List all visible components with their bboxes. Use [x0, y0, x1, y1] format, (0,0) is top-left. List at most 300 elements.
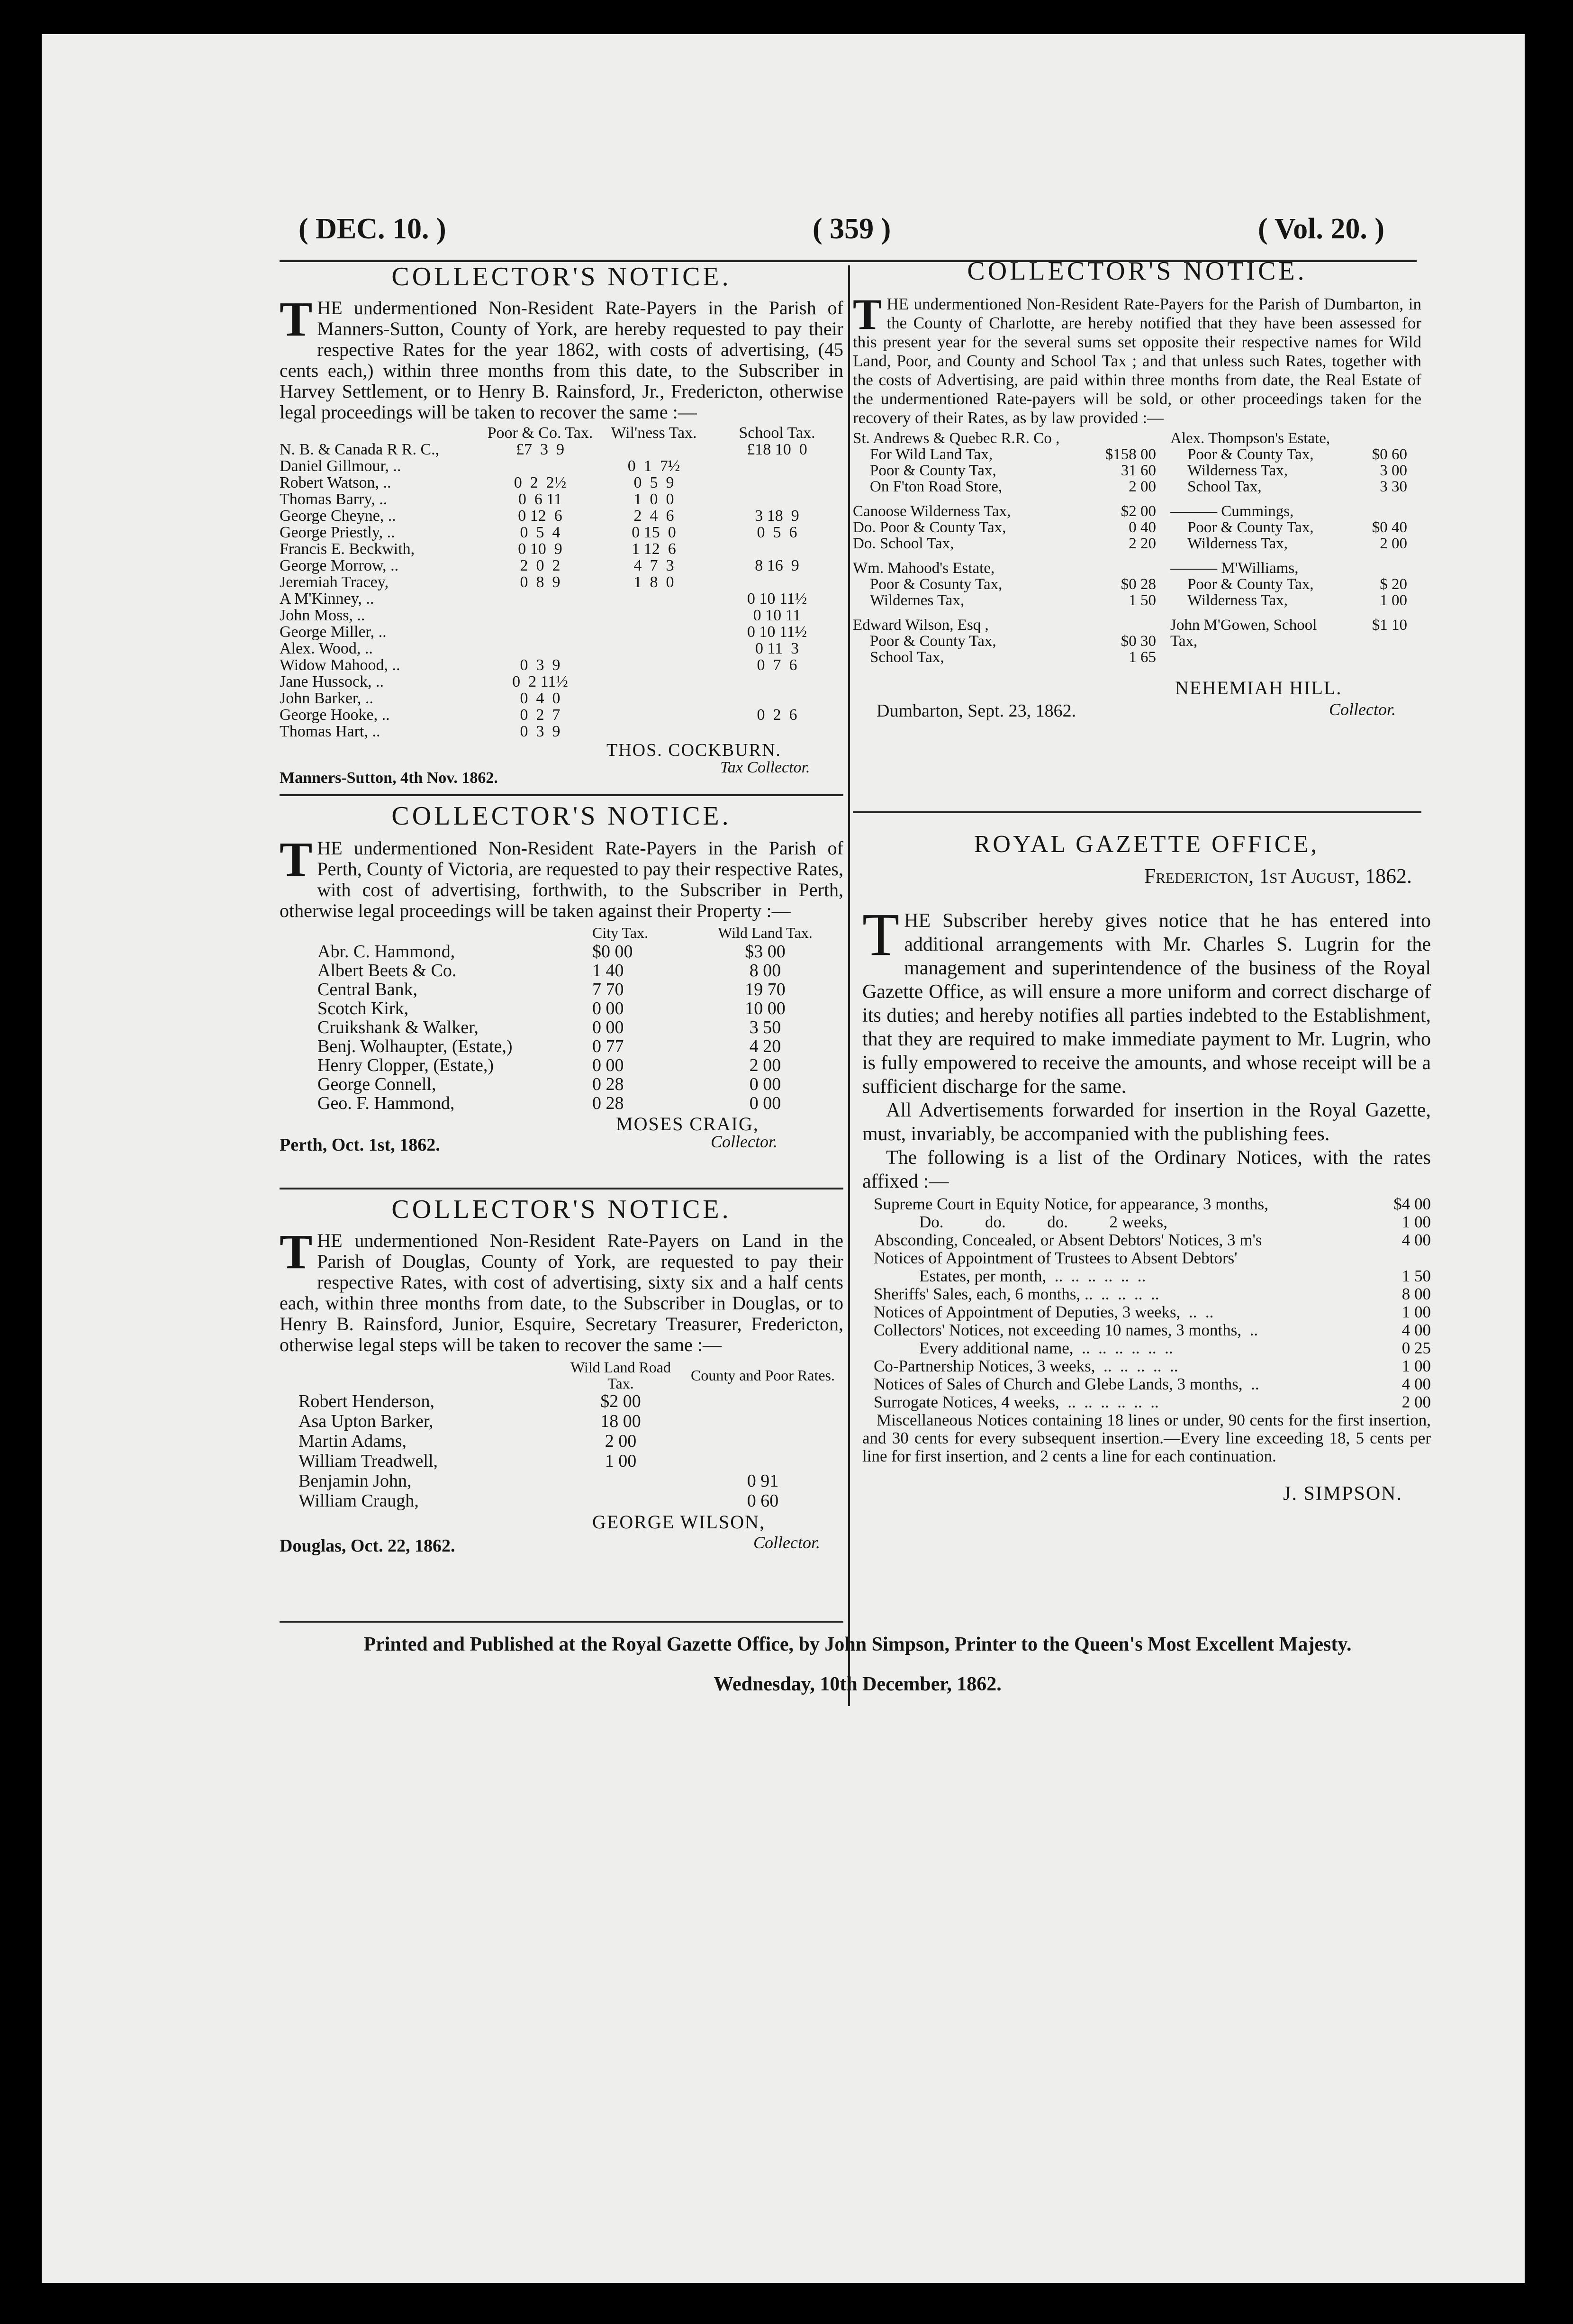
- signer-role: Collector.: [1329, 700, 1396, 719]
- table-row: [280, 707, 843, 723]
- fee-row: [862, 1303, 1431, 1321]
- payer-name: Robert Watson, ..: [280, 474, 391, 491]
- payer-name: George Morrow, ..: [280, 557, 399, 574]
- payer-name: Henry Clopper, (Estate,): [317, 1055, 494, 1075]
- table-row: [280, 723, 843, 740]
- assessment-label: On F'ton Road Store,: [870, 478, 1003, 495]
- fee-description: Notices of Appointment of Deputies, 3 weeks, .. ..: [874, 1303, 1214, 1321]
- rate-value: [682, 1411, 843, 1431]
- signer: THOS. COCKBURN.: [606, 740, 781, 760]
- notice-douglas: [280, 1194, 843, 1563]
- notice-body: [280, 832, 843, 921]
- assessment-list-right: [1170, 430, 1421, 674]
- rate-value: £7 3 9: [516, 441, 564, 458]
- table-row: [280, 1075, 843, 1094]
- col-header: Wil'ness Tax.: [611, 424, 697, 442]
- place-date: Manners-Sutton, 4th Nov. 1862.: [280, 769, 498, 787]
- rate-value: [483, 624, 597, 640]
- table-row: [280, 441, 843, 458]
- rate-value: [597, 624, 711, 640]
- fee-table: [862, 1195, 1431, 1411]
- rate-value: 2 0 2: [520, 557, 560, 574]
- rate-value: [682, 1451, 843, 1471]
- rate-value: [597, 707, 711, 723]
- payer-name: N. B. & Canada R R. C.,: [280, 441, 440, 458]
- assessment-label: Wildernes Tax,: [870, 592, 965, 609]
- fee-description: Collectors' Notices, not exceeding 10 names, 3 months, ..: [874, 1321, 1258, 1339]
- assessment-row: [853, 649, 1170, 665]
- table-row: [280, 1018, 843, 1037]
- payer-name: Benj. Wolhaupter, (Estate,): [317, 1036, 513, 1056]
- column-divider: [848, 265, 850, 1706]
- rate-value: 0 00: [592, 999, 624, 1018]
- rate-value: 0 10 9: [518, 540, 562, 558]
- assessment-amount: 31 60: [1121, 462, 1156, 479]
- assessment-amount: 2 20: [1129, 535, 1156, 552]
- assessment-label: Wilderness Tax,: [1187, 462, 1288, 479]
- assessment-amount: $158 00: [1105, 446, 1156, 463]
- rate-value: 2 00: [749, 1055, 781, 1075]
- rate-value: 0 00: [592, 1017, 624, 1037]
- rate-value: [682, 1391, 843, 1411]
- assessment-group: [1170, 503, 1421, 552]
- notice-body: [280, 1225, 843, 1355]
- assessment-payer: Alex. Thompson's Estate,: [1170, 430, 1330, 447]
- rate-value: 2 00: [605, 1431, 637, 1451]
- page-number: ( 359 ): [813, 213, 891, 245]
- rate-value: 4 20: [749, 1036, 781, 1056]
- payer-name: Geo. F. Hammond,: [317, 1093, 455, 1113]
- notice-title: COLLECTOR'S NOTICE.: [391, 262, 732, 291]
- payer-name: Jeremiah Tracey,: [280, 573, 389, 591]
- notice-text: HE undermentioned Non-Resident Rate-Payers in the Parish of Manners-Sutton, County of York, are hereby requested to pay their respective Rates for the year 1862, with costs of advertising, (45 cents each,) within three months from this date, to the Subscriber in Harvey Settlement, or to Henry B. Rainsford, Jr., Fredericton, otherwise legal proceedings will be taken to recover the same :—: [280, 297, 843, 423]
- rates-table: [280, 1359, 843, 1511]
- rate-value: 18 00: [600, 1411, 641, 1431]
- place-date: Perth, Oct. 1st, 1862.: [280, 1135, 440, 1155]
- fee-amount: 4 00: [1401, 1321, 1431, 1339]
- fee-row: [862, 1375, 1431, 1393]
- drop-cap: T: [280, 292, 313, 346]
- rate-value: [597, 441, 711, 458]
- fee-amount: 4 00: [1401, 1231, 1431, 1249]
- col-header: City Tax.: [592, 924, 649, 941]
- printer-imprint: Printed and Published at the Royal Gazette Office, by John Simpson, Printer to the Queen's Most Excellent Majesty.: [363, 1634, 1352, 1655]
- notice-footer: [853, 674, 1421, 726]
- fee-row: [862, 1357, 1431, 1375]
- table-row: [280, 557, 843, 574]
- notice-text: HE undermentioned Non-Resident Rate-Payers for the Parish of Dumbarton, in the County of Charlotte, are hereby notified that they have been assessed for this present year for the several sums set opposite their respective names for Wild Land, Poor, and County and School Tax ; and that unless such Rates, together with the costs of Advertising, are paid within three months from date, the Real Estate of the undermentioned Rate-payers will be sold, or other proceedings taken for the recovery of their Rates, as by law provided :—: [853, 295, 1421, 427]
- assessment-group: [1170, 430, 1421, 495]
- assessment-amount: $0 28: [1121, 576, 1156, 593]
- assessment-list-left: [853, 430, 1170, 674]
- table-row: [280, 541, 843, 557]
- rate-value: 0 15 0: [632, 524, 676, 541]
- assessment-payer: Edward Wilson, Esq ,: [853, 617, 989, 634]
- table-row: [280, 1094, 843, 1113]
- payer-name: John Barker, ..: [280, 690, 373, 707]
- fee-amount: 4 00: [1401, 1375, 1431, 1393]
- fee-amount: 1 50: [1401, 1267, 1431, 1285]
- assessment-row: [1170, 479, 1421, 495]
- fee-row: [862, 1285, 1431, 1303]
- issue-date: ( DEC. 10. ): [298, 213, 446, 245]
- signer: MOSES CRAIG,: [616, 1113, 759, 1135]
- assessment-row: [1170, 576, 1421, 592]
- rate-value: 1 8 0: [633, 573, 674, 591]
- notice-title: COLLECTOR'S NOTICE.: [391, 1195, 732, 1224]
- assessment-group: [853, 560, 1170, 608]
- assessment-amount: 3 00: [1380, 462, 1407, 479]
- fee-amount: 1 00: [1401, 1357, 1431, 1375]
- fee-description: Do. do. do. 2 weeks,: [919, 1213, 1167, 1231]
- rate-value: 0 28: [592, 1074, 624, 1094]
- payer-name: Albert Beets & Co.: [317, 961, 457, 980]
- notice-footer: [280, 740, 843, 797]
- assessment-row: [1170, 463, 1421, 479]
- assessment-payer: ——— Cummings,: [1170, 503, 1294, 520]
- rate-value: 8 00: [749, 961, 781, 980]
- notice-manners-sutton: [280, 262, 843, 797]
- assessment-group: [853, 430, 1170, 495]
- fee-description: Notices of Appointment of Trustees to Absent Debtors': [874, 1249, 1238, 1267]
- rate-value: 1 12 6: [632, 540, 676, 558]
- rate-value: 0 00: [749, 1093, 781, 1113]
- payer-name: Martin Adams,: [298, 1431, 407, 1451]
- rate-value: 1 40: [592, 961, 624, 980]
- rate-value: 19 70: [745, 980, 786, 999]
- rate-value: 0 11 3: [755, 640, 799, 657]
- table-row: [280, 491, 843, 508]
- gazette-para1-text: HE Subscriber hereby gives notice that he has entered into additional arrangements with Mr. Charles S. Lugrin for the management and superintendence of the business of the Royal Gazette Office, as will ensure a more uniform and correct discharge of its duties; and hereby notifies all parties indebted to the Establishment, that they are required to make immediate payment to Mr. Lugrin, who is fully empowered to receive the amounts, and whose receipt will be a sufficient discharge for the same.: [862, 910, 1431, 1098]
- rate-value: 8 16 9: [755, 557, 799, 574]
- fee-description: Surrogate Notices, 4 weeks, .. .. .. .. .. ..: [874, 1393, 1159, 1411]
- assessment-amount: 2 00: [1380, 535, 1407, 552]
- rate-value: [483, 607, 597, 624]
- rate-value: [597, 590, 711, 607]
- assessment-row: [853, 519, 1170, 536]
- fee-description: Sheriffs' Sales, each, 6 months, .. .. .. .. ..: [874, 1285, 1159, 1303]
- notice-text: HE undermentioned Non-Resident Rate-Payers in the Parish of Perth, County of Victoria, are requested to pay their respective Rates, with cost of advertising, forthwith, to the Subscriber in Perth, otherwise legal proceedings will be taken against their Property :—: [280, 837, 843, 921]
- fee-amount: 0 25: [1401, 1339, 1431, 1357]
- payer-name: George Cheyne, ..: [280, 507, 396, 525]
- rate-value: 1 00: [605, 1451, 637, 1471]
- assessment-payer: ——— M'Williams,: [1170, 560, 1299, 577]
- assessment-row: [853, 463, 1170, 479]
- drop-cap: T: [280, 832, 313, 887]
- rate-value: [711, 723, 843, 740]
- rate-value: [711, 574, 843, 590]
- notice-separator: [280, 1621, 843, 1623]
- assessment-amount: 1 00: [1380, 592, 1407, 609]
- notice-body: [280, 292, 843, 423]
- assessment-row: [853, 536, 1170, 552]
- rate-value: 7 70: [592, 980, 624, 999]
- fee-row: [862, 1231, 1431, 1249]
- payer-name: Cruikshank & Walker,: [317, 1017, 479, 1037]
- rate-value: 0 10 11½: [747, 590, 807, 608]
- misc-notice: Miscellaneous Notices containing 18 lines or under, 90 cents for the first insertion, and 30 cents for every subsequent insertion.—Every line exceeding 18, 5 cents per line for first insertion, and 2 cents a line for each continuation.: [862, 1411, 1431, 1465]
- rate-value: [483, 458, 597, 474]
- assessment-group: [853, 617, 1170, 665]
- payer-name: Thomas Barry, ..: [280, 490, 388, 508]
- assessment-amount: $2 00: [1121, 503, 1156, 520]
- assessment-row: [853, 633, 1170, 649]
- rate-value: 0 10 11½: [747, 623, 807, 641]
- rate-value: 3 50: [749, 1017, 781, 1037]
- assessment-row: [853, 446, 1170, 463]
- table-row: [280, 1411, 843, 1431]
- col-header: Poor & Co. Tax.: [487, 424, 593, 442]
- table-row: [280, 574, 843, 590]
- assessment-amount: $1 10: [1372, 617, 1407, 634]
- payer-name: George Connell,: [317, 1074, 436, 1094]
- fee-row: [862, 1393, 1431, 1411]
- rate-value: $0 00: [592, 942, 633, 962]
- assessment-group: [1170, 617, 1421, 649]
- assessment-label: Do. School Tax,: [853, 535, 954, 552]
- payer-name: Francis E. Beckwith,: [280, 540, 415, 558]
- place-date: Dumbarton, Sept. 23, 1862.: [877, 701, 1076, 721]
- rate-value: £18 10 0: [747, 441, 807, 458]
- table-row: [280, 980, 843, 999]
- assessment-amount: $ 20: [1380, 576, 1407, 593]
- assessment-label: School Tax,: [870, 649, 944, 666]
- assessment-row: [853, 592, 1170, 608]
- fee-description: Absconding, Concealed, or Absent Debtors' Notices, 3 m's: [874, 1231, 1262, 1249]
- rate-value: $2 00: [600, 1391, 641, 1411]
- payer-name: Widow Mahood, ..: [280, 656, 400, 674]
- col-header: Wild Land Tax.: [718, 924, 813, 941]
- notice-footer: [280, 1113, 843, 1165]
- payer-name: Thomas Hart, ..: [280, 723, 380, 740]
- assessment-label: Poor & County Tax,: [870, 633, 996, 650]
- payer-name: Daniel Gillmour, ..: [280, 457, 401, 475]
- drop-cap: T: [853, 290, 882, 338]
- rate-value: 0 1 7½: [627, 457, 680, 475]
- fee-description: Notices of Sales of Church and Glebe Lands, 3 months, ..: [874, 1375, 1259, 1393]
- gazette-dateline: Fredericton, 1st August, 1862.: [1144, 864, 1412, 888]
- rate-value: 0 91: [747, 1471, 779, 1491]
- rate-value: 0 5 9: [633, 474, 674, 491]
- rates-table: [280, 425, 843, 740]
- table-row: [280, 474, 843, 491]
- table-row: [280, 624, 843, 640]
- payer-name: George Hooke, ..: [280, 706, 390, 724]
- payer-name: John Moss, ..: [280, 607, 365, 624]
- assessment-amount: 2 00: [1129, 478, 1156, 495]
- assessment-row: [1170, 446, 1421, 463]
- rate-value: 0 2 2½: [514, 474, 567, 491]
- fee-description: Supreme Court in Equity Notice, for appearance, 3 months,: [874, 1195, 1268, 1213]
- rate-value: 0 00: [749, 1074, 781, 1094]
- rate-value: 0 3 9: [520, 723, 560, 740]
- notice-title: COLLECTOR'S NOTICE.: [391, 801, 732, 831]
- assessment-amount: 1 65: [1129, 649, 1156, 666]
- rate-value: [559, 1471, 682, 1491]
- rate-value: 0 5 6: [757, 524, 797, 541]
- payer-name: George Miller, ..: [280, 623, 387, 641]
- rates-table: [280, 923, 843, 1113]
- rate-value: [597, 657, 711, 673]
- assessment-label: Wilderness Tax,: [1187, 592, 1288, 609]
- assessment-payer: Wm. Mahood's Estate,: [853, 560, 995, 577]
- signer-role: Tax Collector.: [720, 759, 810, 776]
- notice-footer: [280, 1511, 843, 1563]
- rate-value: [711, 690, 843, 707]
- fee-description: Every additional name, .. .. .. .. .. ..: [919, 1339, 1173, 1357]
- payer-name: Alex. Wood, ..: [280, 640, 373, 657]
- rate-value: [597, 690, 711, 707]
- assessment-group: [853, 503, 1170, 552]
- rate-value: 0 60: [747, 1491, 779, 1511]
- gazette-para3: The following is a list of the Ordinary Notices, with the rates affixed :—: [862, 1147, 1431, 1192]
- notice-perth: [280, 801, 843, 1165]
- payer-name: Robert Henderson,: [298, 1391, 435, 1411]
- rate-value: 0 2 11½: [512, 673, 568, 690]
- drop-cap: T: [280, 1225, 313, 1279]
- fee-row: [862, 1213, 1431, 1231]
- assessment-label: Wilderness Tax,: [1187, 535, 1288, 552]
- assessment-label: Canoose Wilderness Tax,: [853, 503, 1011, 520]
- table-row: [280, 640, 843, 657]
- signer: GEORGE WILSON,: [592, 1511, 766, 1533]
- assessment-label: Poor & County Tax,: [1187, 446, 1314, 463]
- assessment-label: Poor & County Tax,: [1187, 519, 1314, 536]
- table-row: [280, 590, 843, 607]
- payer-name: Abr. C. Hammond,: [317, 942, 455, 962]
- assessment-label: Poor & Cosunty Tax,: [870, 576, 1003, 593]
- assessment-label: Do. Poor & County Tax,: [853, 519, 1006, 536]
- rate-value: 3 18 9: [755, 507, 799, 525]
- table-row: [280, 690, 843, 707]
- notice-title: COLLECTOR'S NOTICE.: [967, 256, 1307, 286]
- assessment-payer: St. Andrews & Quebec R.R. Co ,: [853, 430, 1060, 447]
- fee-amount: 2 00: [1401, 1393, 1431, 1411]
- payer-name: Jane Hussock, ..: [280, 673, 384, 690]
- payer-name: William Craugh,: [298, 1491, 419, 1511]
- gazette-para1: [862, 901, 1431, 1098]
- assessment-amount: 3 30: [1380, 478, 1407, 495]
- assessment-label: Poor & County Tax,: [870, 462, 996, 479]
- rate-value: 4 7 3: [633, 557, 674, 574]
- table-row: [280, 999, 843, 1018]
- assessment-label: Poor & County Tax,: [1187, 576, 1314, 593]
- payer-name: Asa Upton Barker,: [298, 1411, 434, 1431]
- notice-separator: [853, 811, 1421, 813]
- table-row: [280, 1431, 843, 1451]
- fee-row: [862, 1321, 1431, 1339]
- assessment-row: [1170, 592, 1421, 608]
- payer-name: Central Bank,: [317, 980, 418, 999]
- table-row: [280, 607, 843, 624]
- table-row: [280, 1491, 843, 1511]
- rate-value: 0 3 9: [520, 656, 560, 674]
- assessment-lists: [853, 430, 1421, 674]
- assessment-row: [853, 503, 1170, 519]
- assessment-label: School Tax,: [1187, 478, 1262, 495]
- assessment-amount: $0 40: [1372, 519, 1407, 536]
- rate-value: [711, 541, 843, 557]
- payer-name: George Priestly, ..: [280, 524, 395, 541]
- payer-name: A M'Kinney, ..: [280, 590, 374, 608]
- table-row: [280, 508, 843, 524]
- assessment-row: [1170, 617, 1421, 649]
- table-row: [280, 1056, 843, 1075]
- rate-value: [597, 723, 711, 740]
- assessment-group: [1170, 560, 1421, 608]
- rate-value: $3 00: [745, 942, 786, 962]
- rate-value: [711, 673, 843, 690]
- rate-value: [483, 640, 597, 657]
- payer-name: Scotch Kirk,: [317, 999, 409, 1018]
- table-row: [280, 673, 843, 690]
- rate-value: 0 10 11: [753, 607, 801, 624]
- signer-role: Collector.: [753, 1533, 820, 1552]
- fee-amount: [1379, 1249, 1431, 1267]
- rate-value: [559, 1491, 682, 1511]
- table-row: [280, 961, 843, 980]
- volume-number: ( Vol. 20. ): [1258, 213, 1384, 245]
- rate-value: 0 2 7: [520, 706, 560, 724]
- rate-value: 0 77: [592, 1036, 624, 1056]
- col-header: Wild Land Road Tax.: [570, 1359, 671, 1392]
- table-row: [280, 1471, 843, 1491]
- fee-row: [862, 1339, 1431, 1357]
- fee-amount: 1 00: [1401, 1303, 1431, 1321]
- assessment-amount: 0 40: [1129, 519, 1156, 536]
- fee-amount: 1 00: [1401, 1213, 1431, 1231]
- rate-value: [711, 491, 843, 508]
- table-row: [280, 657, 843, 673]
- assessment-label: For Wild Land Tax,: [870, 446, 993, 463]
- rate-value: [711, 474, 843, 491]
- rate-value: 0 6 11: [518, 490, 562, 508]
- rate-value: 0 00: [592, 1055, 624, 1075]
- rate-value: [597, 640, 711, 657]
- rate-value: 0 5 4: [520, 524, 560, 541]
- fee-row: [862, 1267, 1431, 1285]
- gazette-signer: J. SIMPSON.: [1283, 1483, 1402, 1505]
- fee-description: Estates, per month, .. .. .. .. .. ..: [919, 1267, 1146, 1285]
- col-header: School Tax.: [739, 424, 815, 442]
- rate-value: [597, 673, 711, 690]
- assessment-row: [853, 479, 1170, 495]
- royal-gazette-notice: [862, 830, 1431, 1505]
- gazette-para2: All Advertisements forwarded for insertion in the Royal Gazette, must, invariably, be accompanied with the publishing fees.: [862, 1099, 1431, 1145]
- publication-date: Wednesday, 10th December, 1862.: [714, 1673, 1002, 1695]
- payer-name: William Treadwell,: [298, 1451, 438, 1471]
- rate-value: [597, 607, 711, 624]
- table-row: [280, 1451, 843, 1471]
- fee-row: [862, 1249, 1431, 1267]
- rate-value: 0 2 6: [757, 706, 797, 724]
- drop-cap: T: [862, 901, 900, 968]
- rate-value: 0 4 0: [520, 690, 560, 707]
- signer-role: Collector.: [711, 1132, 777, 1151]
- place-date: Douglas, Oct. 22, 1862.: [280, 1536, 455, 1556]
- col-header: County and Poor Rates.: [691, 1367, 835, 1384]
- assessment-row: [1170, 519, 1421, 536]
- table-row: [280, 1037, 843, 1056]
- rate-value: 0 12 6: [518, 507, 562, 525]
- fee-row: [862, 1195, 1431, 1213]
- assessment-row: [1170, 536, 1421, 552]
- payer-name: Benjamin John,: [298, 1471, 412, 1491]
- rate-value: 0 8 9: [520, 573, 560, 591]
- assessment-amount: 1 50: [1129, 592, 1156, 609]
- table-row: [280, 524, 843, 541]
- fee-amount: $4 00: [1393, 1195, 1431, 1213]
